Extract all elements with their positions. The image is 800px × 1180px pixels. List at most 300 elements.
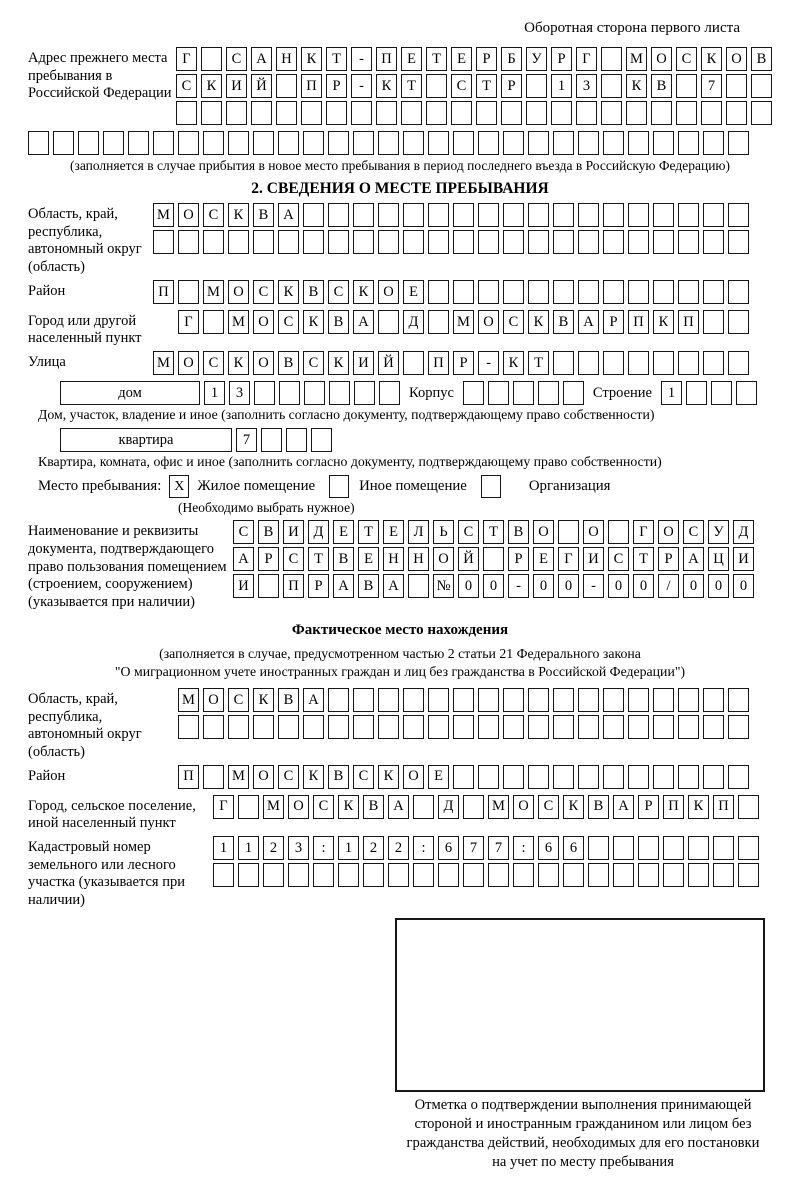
char-box[interactable]: В <box>508 520 529 544</box>
char-box[interactable]: В <box>278 351 299 375</box>
char-box[interactable] <box>751 101 772 125</box>
prev-address-row-3[interactable] <box>176 101 772 125</box>
char-box[interactable]: П <box>428 351 449 375</box>
char-box[interactable] <box>263 863 284 887</box>
char-box[interactable] <box>483 547 504 571</box>
char-box[interactable]: - <box>351 74 372 98</box>
char-box[interactable]: М <box>228 310 249 334</box>
char-box[interactable] <box>301 101 322 125</box>
char-box[interactable] <box>728 230 749 254</box>
char-box[interactable]: С <box>228 688 249 712</box>
char-box[interactable] <box>678 230 699 254</box>
document-row-2[interactable] <box>233 547 754 571</box>
char-box[interactable]: И <box>583 547 604 571</box>
char-box[interactable]: К <box>228 351 249 375</box>
char-box[interactable]: Т <box>401 74 422 98</box>
char-box[interactable]: 6 <box>563 836 584 860</box>
char-box[interactable]: Т <box>483 520 504 544</box>
char-box[interactable] <box>526 74 547 98</box>
char-box[interactable]: Б <box>501 47 522 71</box>
char-box[interactable] <box>451 101 472 125</box>
char-box[interactable] <box>678 351 699 375</box>
char-box[interactable]: А <box>578 310 599 334</box>
char-box[interactable] <box>353 715 374 739</box>
char-box[interactable] <box>128 131 149 155</box>
char-box[interactable]: К <box>303 310 324 334</box>
char-box[interactable]: Т <box>326 47 347 71</box>
char-box[interactable] <box>328 688 349 712</box>
char-box[interactable] <box>378 688 399 712</box>
char-box[interactable] <box>353 688 374 712</box>
char-box[interactable] <box>676 101 697 125</box>
char-box[interactable]: О <box>288 795 309 819</box>
char-box[interactable] <box>628 131 649 155</box>
char-box[interactable]: К <box>626 74 647 98</box>
char-box[interactable] <box>603 203 624 227</box>
char-box[interactable] <box>603 230 624 254</box>
char-box[interactable]: Р <box>638 795 659 819</box>
char-box[interactable]: О <box>203 688 224 712</box>
char-box[interactable]: Р <box>501 74 522 98</box>
raion-row[interactable] <box>153 280 749 304</box>
char-box[interactable]: С <box>538 795 559 819</box>
char-box[interactable] <box>728 715 749 739</box>
char-box[interactable] <box>178 715 199 739</box>
oblast-row-2[interactable] <box>153 230 749 254</box>
char-box[interactable]: А <box>683 547 704 571</box>
char-box[interactable] <box>261 428 282 452</box>
char-box[interactable]: М <box>453 310 474 334</box>
char-box[interactable]: И <box>283 520 304 544</box>
prev-address-row-2[interactable] <box>176 74 772 98</box>
char-box[interactable] <box>178 230 199 254</box>
char-box[interactable] <box>403 351 424 375</box>
char-box[interactable] <box>329 381 350 405</box>
char-box[interactable]: Т <box>426 47 447 71</box>
char-box[interactable] <box>428 131 449 155</box>
char-box[interactable] <box>428 688 449 712</box>
char-box[interactable]: Р <box>603 310 624 334</box>
char-box[interactable]: 1 <box>551 74 572 98</box>
char-box[interactable]: 0 <box>458 574 479 598</box>
char-box[interactable] <box>228 230 249 254</box>
char-box[interactable] <box>153 230 174 254</box>
char-box[interactable] <box>578 765 599 789</box>
char-box[interactable] <box>553 765 574 789</box>
char-box[interactable] <box>676 74 697 98</box>
char-box[interactable] <box>478 131 499 155</box>
char-box[interactable]: С <box>203 351 224 375</box>
char-box[interactable]: О <box>658 520 679 544</box>
char-box[interactable] <box>403 230 424 254</box>
char-box[interactable] <box>578 351 599 375</box>
char-box[interactable] <box>363 863 384 887</box>
char-box[interactable] <box>703 280 724 304</box>
char-box[interactable]: А <box>251 47 272 71</box>
char-box[interactable] <box>388 863 409 887</box>
char-box[interactable] <box>428 715 449 739</box>
char-box[interactable] <box>478 715 499 739</box>
char-box[interactable] <box>203 131 224 155</box>
char-box[interactable] <box>638 836 659 860</box>
char-box[interactable]: 6 <box>438 836 459 860</box>
char-box[interactable] <box>178 131 199 155</box>
char-box[interactable]: С <box>503 310 524 334</box>
char-box[interactable] <box>663 863 684 887</box>
char-box[interactable]: С <box>283 547 304 571</box>
char-box[interactable]: В <box>588 795 609 819</box>
char-box[interactable] <box>578 280 599 304</box>
char-box[interactable] <box>738 863 759 887</box>
char-box[interactable]: С <box>676 47 697 71</box>
char-box[interactable] <box>328 230 349 254</box>
char-box[interactable] <box>728 688 749 712</box>
char-box[interactable]: К <box>378 765 399 789</box>
char-box[interactable]: Т <box>476 74 497 98</box>
char-box[interactable] <box>463 863 484 887</box>
char-box[interactable] <box>376 101 397 125</box>
char-box[interactable]: Р <box>658 547 679 571</box>
char-box[interactable] <box>578 203 599 227</box>
char-box[interactable] <box>728 310 749 334</box>
char-box[interactable] <box>728 203 749 227</box>
char-box[interactable]: С <box>608 547 629 571</box>
char-box[interactable]: П <box>376 47 397 71</box>
char-box[interactable] <box>426 74 447 98</box>
char-box[interactable]: : <box>413 836 434 860</box>
char-box[interactable]: Ь <box>433 520 454 544</box>
char-box[interactable]: : <box>313 836 334 860</box>
char-box[interactable] <box>703 688 724 712</box>
char-box[interactable] <box>503 688 524 712</box>
char-box[interactable] <box>213 863 234 887</box>
char-box[interactable] <box>603 280 624 304</box>
char-box[interactable] <box>701 101 722 125</box>
char-box[interactable]: К <box>303 765 324 789</box>
char-box[interactable]: А <box>303 688 324 712</box>
char-box[interactable] <box>254 381 275 405</box>
char-box[interactable] <box>463 795 484 819</box>
char-box[interactable] <box>553 203 574 227</box>
char-box[interactable] <box>703 765 724 789</box>
char-box[interactable]: И <box>733 547 754 571</box>
char-box[interactable] <box>453 203 474 227</box>
ulitsa-row[interactable] <box>153 351 749 375</box>
char-box[interactable] <box>488 863 509 887</box>
char-box[interactable] <box>728 131 749 155</box>
char-box[interactable]: Т <box>633 547 654 571</box>
char-box[interactable]: 7 <box>701 74 722 98</box>
char-box[interactable] <box>338 863 359 887</box>
char-box[interactable]: Л <box>408 520 429 544</box>
char-box[interactable]: Е <box>358 547 379 571</box>
char-box[interactable] <box>628 688 649 712</box>
char-box[interactable]: Е <box>383 520 404 544</box>
char-box[interactable]: Й <box>251 74 272 98</box>
char-box[interactable]: О <box>433 547 454 571</box>
char-box[interactable] <box>528 715 549 739</box>
char-box[interactable] <box>608 520 629 544</box>
char-box[interactable]: К <box>653 310 674 334</box>
char-box[interactable] <box>203 230 224 254</box>
char-box[interactable] <box>403 715 424 739</box>
char-box[interactable]: 3 <box>288 836 309 860</box>
char-box[interactable] <box>553 688 574 712</box>
char-box[interactable] <box>528 203 549 227</box>
prev-address-row-1[interactable] <box>176 47 772 71</box>
char-box[interactable]: Р <box>326 74 347 98</box>
char-box[interactable] <box>378 131 399 155</box>
char-box[interactable] <box>463 381 484 405</box>
char-box[interactable] <box>653 688 674 712</box>
char-box[interactable]: В <box>333 547 354 571</box>
char-box[interactable] <box>601 47 622 71</box>
char-box[interactable] <box>379 381 400 405</box>
char-box[interactable] <box>628 765 649 789</box>
factual-raion-row[interactable] <box>178 765 749 789</box>
char-box[interactable] <box>558 520 579 544</box>
char-box[interactable]: - <box>478 351 499 375</box>
char-box[interactable]: 1 <box>661 381 682 405</box>
char-box[interactable] <box>578 131 599 155</box>
char-box[interactable]: П <box>628 310 649 334</box>
char-box[interactable] <box>688 863 709 887</box>
char-box[interactable]: 0 <box>533 574 554 598</box>
char-box[interactable] <box>728 280 749 304</box>
char-box[interactable] <box>653 765 674 789</box>
char-box[interactable] <box>751 74 772 98</box>
char-box[interactable]: С <box>176 74 197 98</box>
char-box[interactable] <box>353 203 374 227</box>
char-box[interactable]: К <box>328 351 349 375</box>
char-box[interactable] <box>713 836 734 860</box>
char-box[interactable]: Ц <box>708 547 729 571</box>
char-box[interactable]: С <box>226 47 247 71</box>
char-box[interactable]: О <box>726 47 747 71</box>
char-box[interactable]: М <box>626 47 647 71</box>
char-box[interactable]: Й <box>458 547 479 571</box>
char-box[interactable]: Р <box>508 547 529 571</box>
char-box[interactable] <box>503 131 524 155</box>
char-box[interactable]: К <box>253 688 274 712</box>
char-box[interactable] <box>628 280 649 304</box>
char-box[interactable] <box>253 131 274 155</box>
char-box[interactable]: Р <box>308 574 329 598</box>
char-box[interactable] <box>603 351 624 375</box>
char-box[interactable]: В <box>328 310 349 334</box>
char-box[interactable]: - <box>508 574 529 598</box>
char-box[interactable]: В <box>258 520 279 544</box>
char-box[interactable]: Г <box>576 47 597 71</box>
char-box[interactable] <box>201 47 222 71</box>
char-box[interactable]: 2 <box>263 836 284 860</box>
char-box[interactable]: К <box>338 795 359 819</box>
organizatsiya-checkbox[interactable] <box>481 475 501 498</box>
char-box[interactable]: А <box>278 203 299 227</box>
char-box[interactable] <box>588 836 609 860</box>
char-box[interactable]: 0 <box>558 574 579 598</box>
char-box[interactable] <box>303 230 324 254</box>
char-box[interactable] <box>538 381 559 405</box>
char-box[interactable]: П <box>153 280 174 304</box>
char-box[interactable]: О <box>651 47 672 71</box>
char-box[interactable]: О <box>178 203 199 227</box>
char-box[interactable] <box>526 101 547 125</box>
char-box[interactable] <box>603 131 624 155</box>
char-box[interactable] <box>628 203 649 227</box>
char-box[interactable] <box>553 715 574 739</box>
char-box[interactable]: Д <box>308 520 329 544</box>
char-box[interactable]: К <box>201 74 222 98</box>
char-box[interactable] <box>353 230 374 254</box>
char-box[interactable]: Н <box>276 47 297 71</box>
char-box[interactable] <box>703 715 724 739</box>
char-box[interactable]: 1 <box>238 836 259 860</box>
char-box[interactable] <box>201 101 222 125</box>
char-box[interactable]: К <box>353 280 374 304</box>
char-box[interactable] <box>401 101 422 125</box>
char-box[interactable] <box>638 863 659 887</box>
char-box[interactable]: Т <box>528 351 549 375</box>
char-box[interactable]: С <box>233 520 254 544</box>
char-box[interactable]: 0 <box>708 574 729 598</box>
factual-oblast-row-1[interactable] <box>178 688 749 712</box>
char-box[interactable]: 0 <box>608 574 629 598</box>
char-box[interactable] <box>563 863 584 887</box>
char-box[interactable] <box>488 381 509 405</box>
char-box[interactable]: П <box>713 795 734 819</box>
char-box[interactable] <box>426 101 447 125</box>
char-box[interactable] <box>728 351 749 375</box>
char-box[interactable] <box>378 715 399 739</box>
char-box[interactable]: В <box>253 203 274 227</box>
char-box[interactable]: Г <box>213 795 234 819</box>
char-box[interactable]: С <box>253 280 274 304</box>
char-box[interactable] <box>28 131 49 155</box>
char-box[interactable]: С <box>203 203 224 227</box>
char-box[interactable] <box>528 230 549 254</box>
char-box[interactable] <box>678 203 699 227</box>
char-box[interactable] <box>478 688 499 712</box>
char-box[interactable]: М <box>153 351 174 375</box>
char-box[interactable] <box>378 230 399 254</box>
char-box[interactable]: Т <box>358 520 379 544</box>
char-box[interactable]: 0 <box>633 574 654 598</box>
char-box[interactable] <box>513 863 534 887</box>
char-box[interactable] <box>428 230 449 254</box>
oblast-row-1[interactable] <box>153 203 749 227</box>
char-box[interactable] <box>453 688 474 712</box>
char-box[interactable]: О <box>253 351 274 375</box>
char-box[interactable] <box>503 203 524 227</box>
char-box[interactable] <box>226 101 247 125</box>
inoe-checkbox[interactable] <box>329 475 349 498</box>
char-box[interactable]: 7 <box>236 428 257 452</box>
char-box[interactable] <box>428 310 449 334</box>
char-box[interactable] <box>588 863 609 887</box>
char-box[interactable] <box>276 74 297 98</box>
char-box[interactable] <box>628 351 649 375</box>
char-box[interactable] <box>628 715 649 739</box>
char-box[interactable] <box>528 688 549 712</box>
char-box[interactable] <box>663 836 684 860</box>
char-box[interactable]: О <box>583 520 604 544</box>
char-box[interactable]: К <box>301 47 322 71</box>
korpus-row[interactable] <box>463 381 584 405</box>
char-box[interactable] <box>613 863 634 887</box>
char-box[interactable] <box>551 101 572 125</box>
char-box[interactable] <box>203 310 224 334</box>
char-box[interactable]: О <box>178 351 199 375</box>
char-box[interactable]: О <box>378 280 399 304</box>
char-box[interactable] <box>528 765 549 789</box>
char-box[interactable]: Н <box>383 547 404 571</box>
char-box[interactable] <box>626 101 647 125</box>
char-box[interactable] <box>653 203 674 227</box>
char-box[interactable] <box>601 101 622 125</box>
char-box[interactable] <box>258 574 279 598</box>
char-box[interactable]: А <box>613 795 634 819</box>
char-box[interactable] <box>726 74 747 98</box>
char-box[interactable]: 1 <box>204 381 225 405</box>
char-box[interactable] <box>403 688 424 712</box>
char-box[interactable] <box>603 765 624 789</box>
factual-oblast-row-2[interactable] <box>178 715 749 739</box>
char-box[interactable]: М <box>178 688 199 712</box>
char-box[interactable] <box>303 715 324 739</box>
char-box[interactable]: М <box>263 795 284 819</box>
char-box[interactable]: С <box>303 351 324 375</box>
char-box[interactable] <box>328 131 349 155</box>
char-box[interactable] <box>103 131 124 155</box>
char-box[interactable] <box>503 715 524 739</box>
char-box[interactable] <box>403 203 424 227</box>
char-box[interactable] <box>428 203 449 227</box>
char-box[interactable] <box>354 381 375 405</box>
char-box[interactable]: Г <box>176 47 197 71</box>
char-box[interactable] <box>653 715 674 739</box>
char-box[interactable]: Д <box>733 520 754 544</box>
char-box[interactable]: О <box>228 280 249 304</box>
char-box[interactable] <box>503 765 524 789</box>
char-box[interactable] <box>453 280 474 304</box>
char-box[interactable]: П <box>301 74 322 98</box>
char-box[interactable] <box>686 381 707 405</box>
char-box[interactable] <box>703 310 724 334</box>
char-box[interactable]: Д <box>403 310 424 334</box>
char-box[interactable] <box>653 131 674 155</box>
char-box[interactable]: К <box>503 351 524 375</box>
char-box[interactable] <box>328 715 349 739</box>
char-box[interactable] <box>278 230 299 254</box>
char-box[interactable]: В <box>651 74 672 98</box>
stroenie-row[interactable] <box>661 381 757 405</box>
char-box[interactable] <box>278 715 299 739</box>
char-box[interactable] <box>453 765 474 789</box>
char-box[interactable] <box>678 715 699 739</box>
char-box[interactable] <box>603 715 624 739</box>
char-box[interactable]: 1 <box>213 836 234 860</box>
char-box[interactable] <box>678 688 699 712</box>
char-box[interactable]: Е <box>333 520 354 544</box>
char-box[interactable] <box>286 428 307 452</box>
char-box[interactable] <box>613 836 634 860</box>
char-box[interactable]: К <box>278 280 299 304</box>
char-box[interactable] <box>304 381 325 405</box>
char-box[interactable]: 2 <box>388 836 409 860</box>
char-box[interactable]: В <box>303 280 324 304</box>
char-box[interactable] <box>313 863 334 887</box>
